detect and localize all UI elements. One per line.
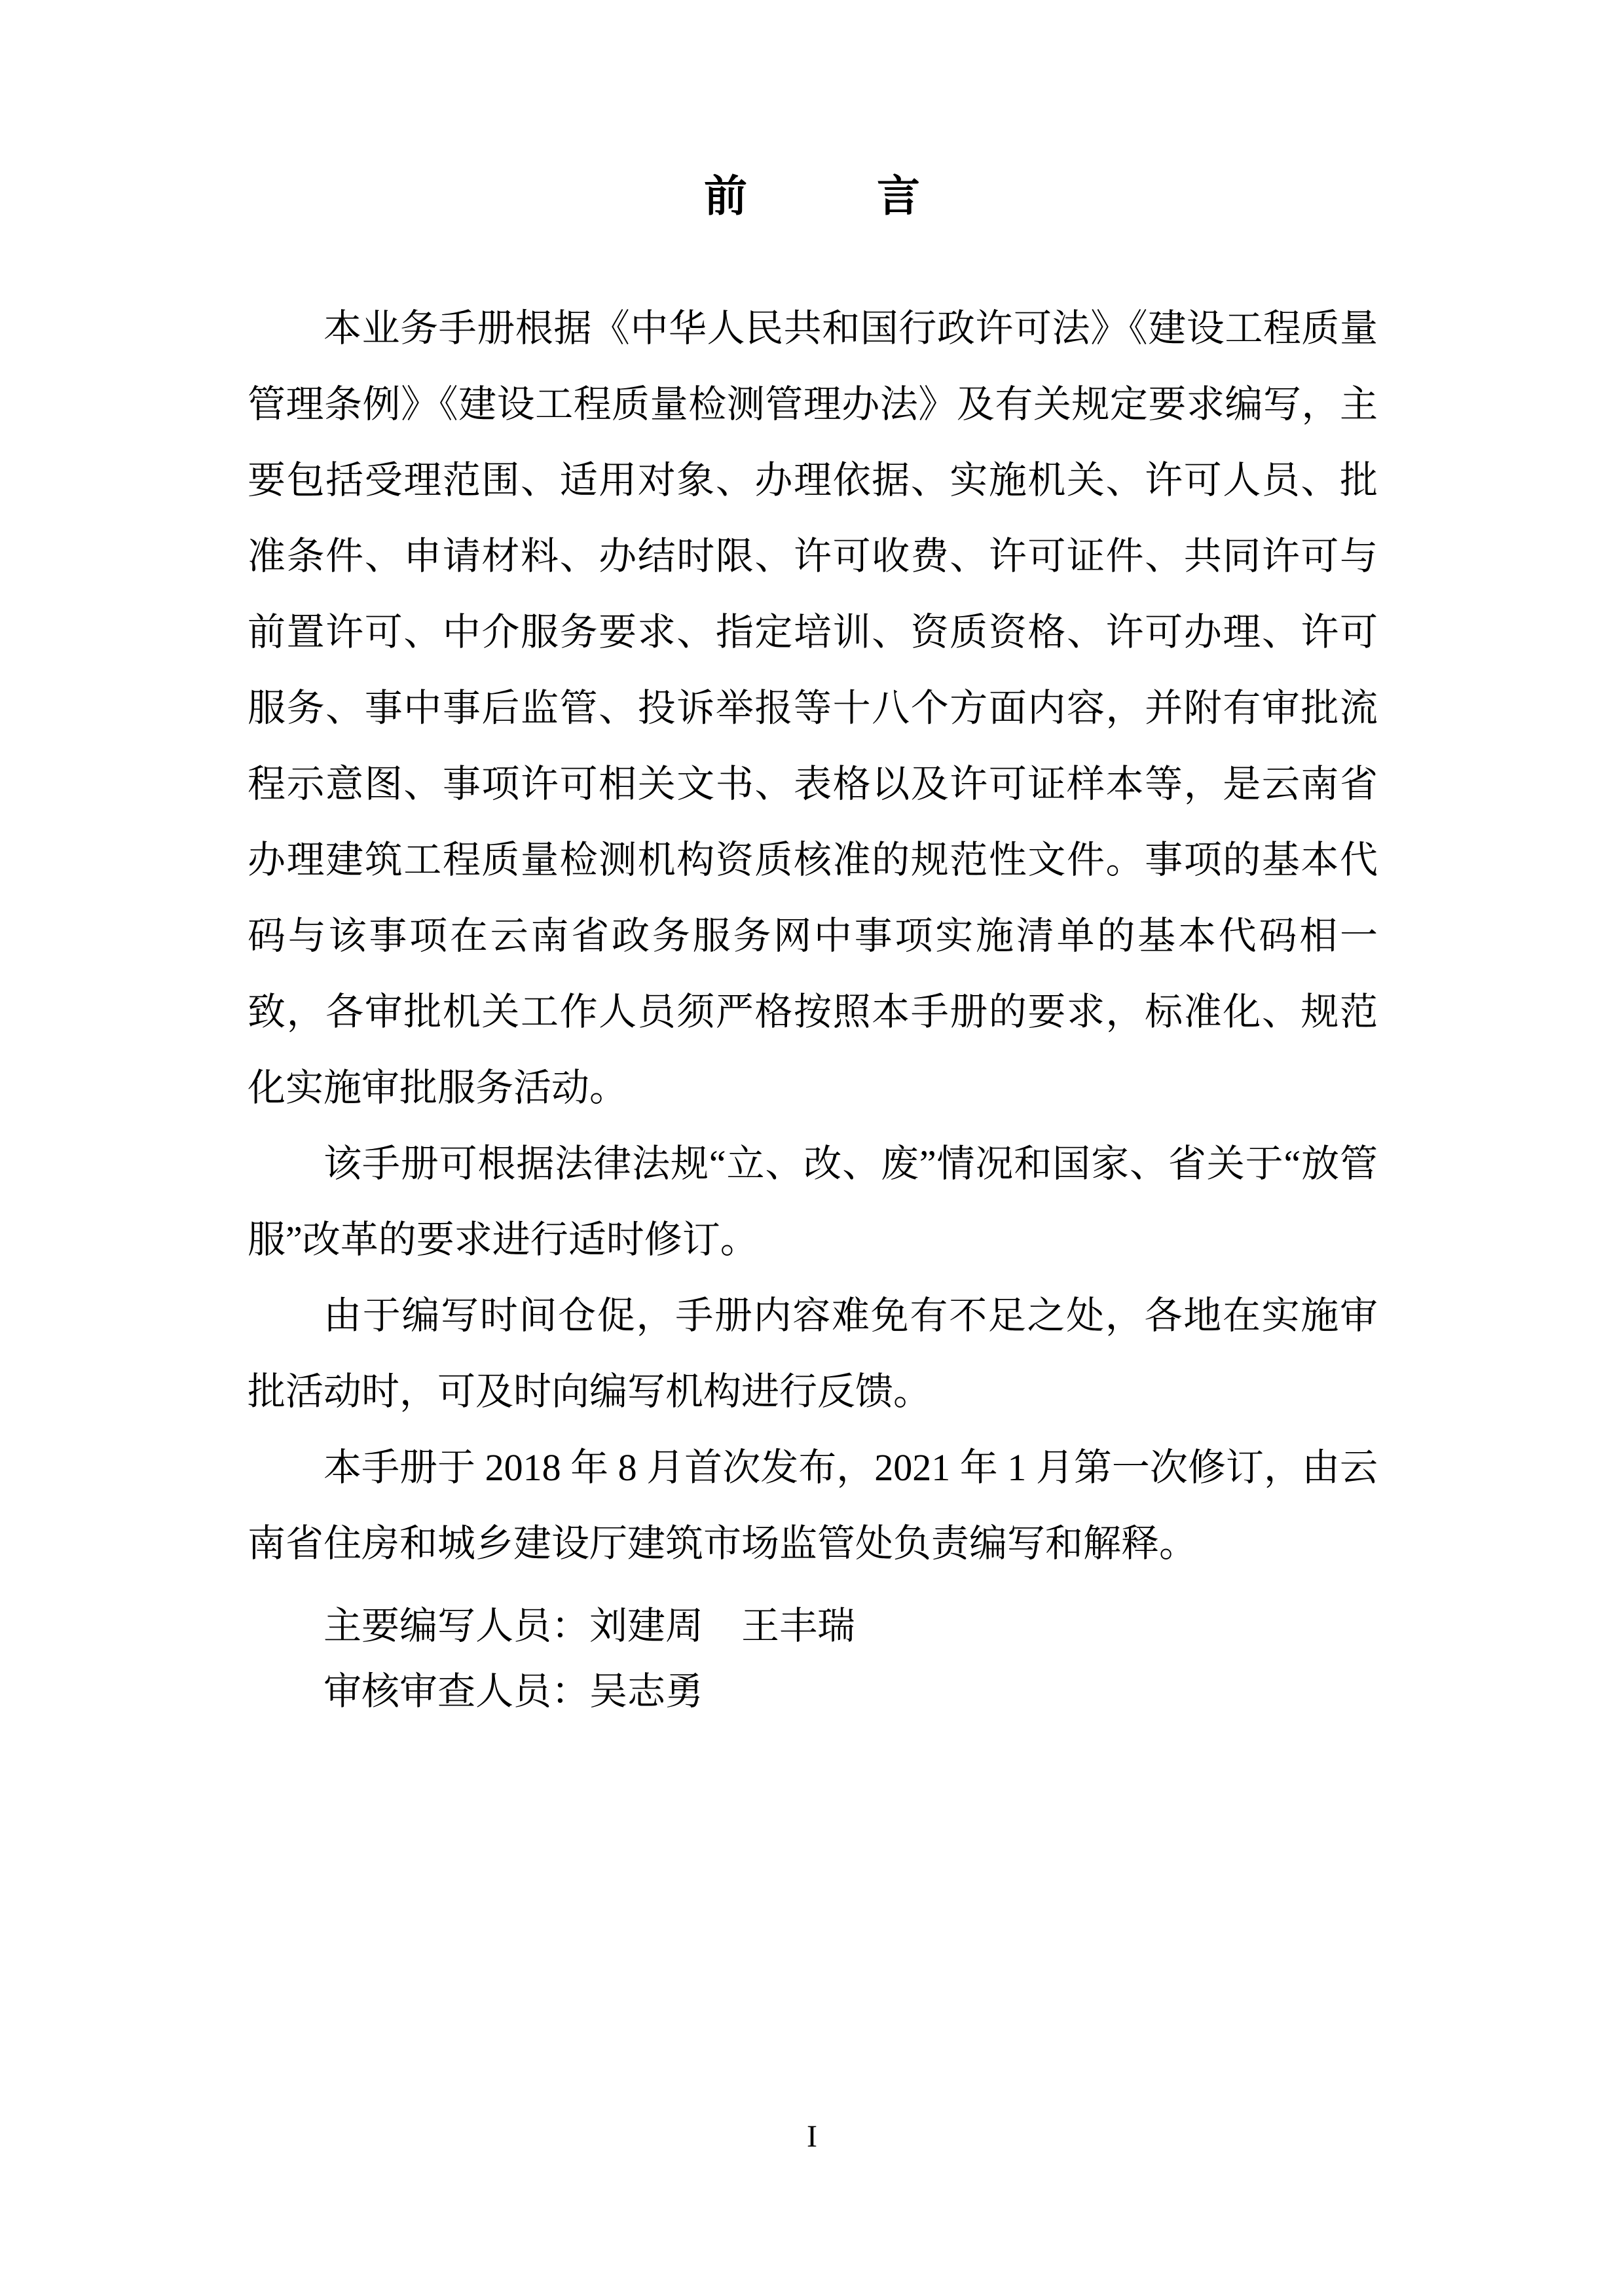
preface-body xyxy=(248,291,1378,1582)
preface-paragraph-1: 本业务手册根据《中华人民共和国行政许可法》《建设工程质量管理条例》《建设工程质量检测管理办法》及有关规定要求编写，主要包括受理范围、适用对象、办理依据、实施机关、许可人员、批准条件、申请材料、办结时限、许可收费、许可证件、共同许可与前置许可、中介服务要求、指定培训、资质资格、许可办理、许可服务、事中事后监管、投诉举报等十八个方面内容，并附有审批流程示意图、事项许可相关文书、表格以及许可证样本等，是云南省办理建筑工程质量检测机构资质核准的规范性文件。事项的基本代码与该事项在云南省政务服务网中事项实施清单的基本代码相一致，各审批机关工作人员须严格按照本手册的要求，标准化、规范化实施审批服务活动。 xyxy=(248,307,1378,1109)
page-number: I xyxy=(807,2119,817,2154)
preface-paragraph-3: 由于编写时间仓促，手册内容难免有不足之处，各地在实施审批活动时，可及时向编写机构进行反馈。 xyxy=(248,1294,1378,1413)
authors-block xyxy=(248,1594,1378,1724)
page-title: 前 言 xyxy=(704,172,920,220)
writers-line: 主要编写人员：刘建周 王丰瑞 xyxy=(323,1605,856,1647)
reviewers-line: 审核审查人员：吴志勇 xyxy=(323,1670,704,1713)
preface-paragraph-4: 本手册于 2018 年 8 月首次发布，2021 年 1 月第一次修订，由云南省住房和城乡建设厅建筑市场监管处负责编写和解释。 xyxy=(248,1446,1378,1565)
preface-paragraph-2: 该手册可根据法律法规“立、改、废”情况和国家、省关于“放管服”改革的要求进行适时修订。 xyxy=(248,1142,1378,1261)
